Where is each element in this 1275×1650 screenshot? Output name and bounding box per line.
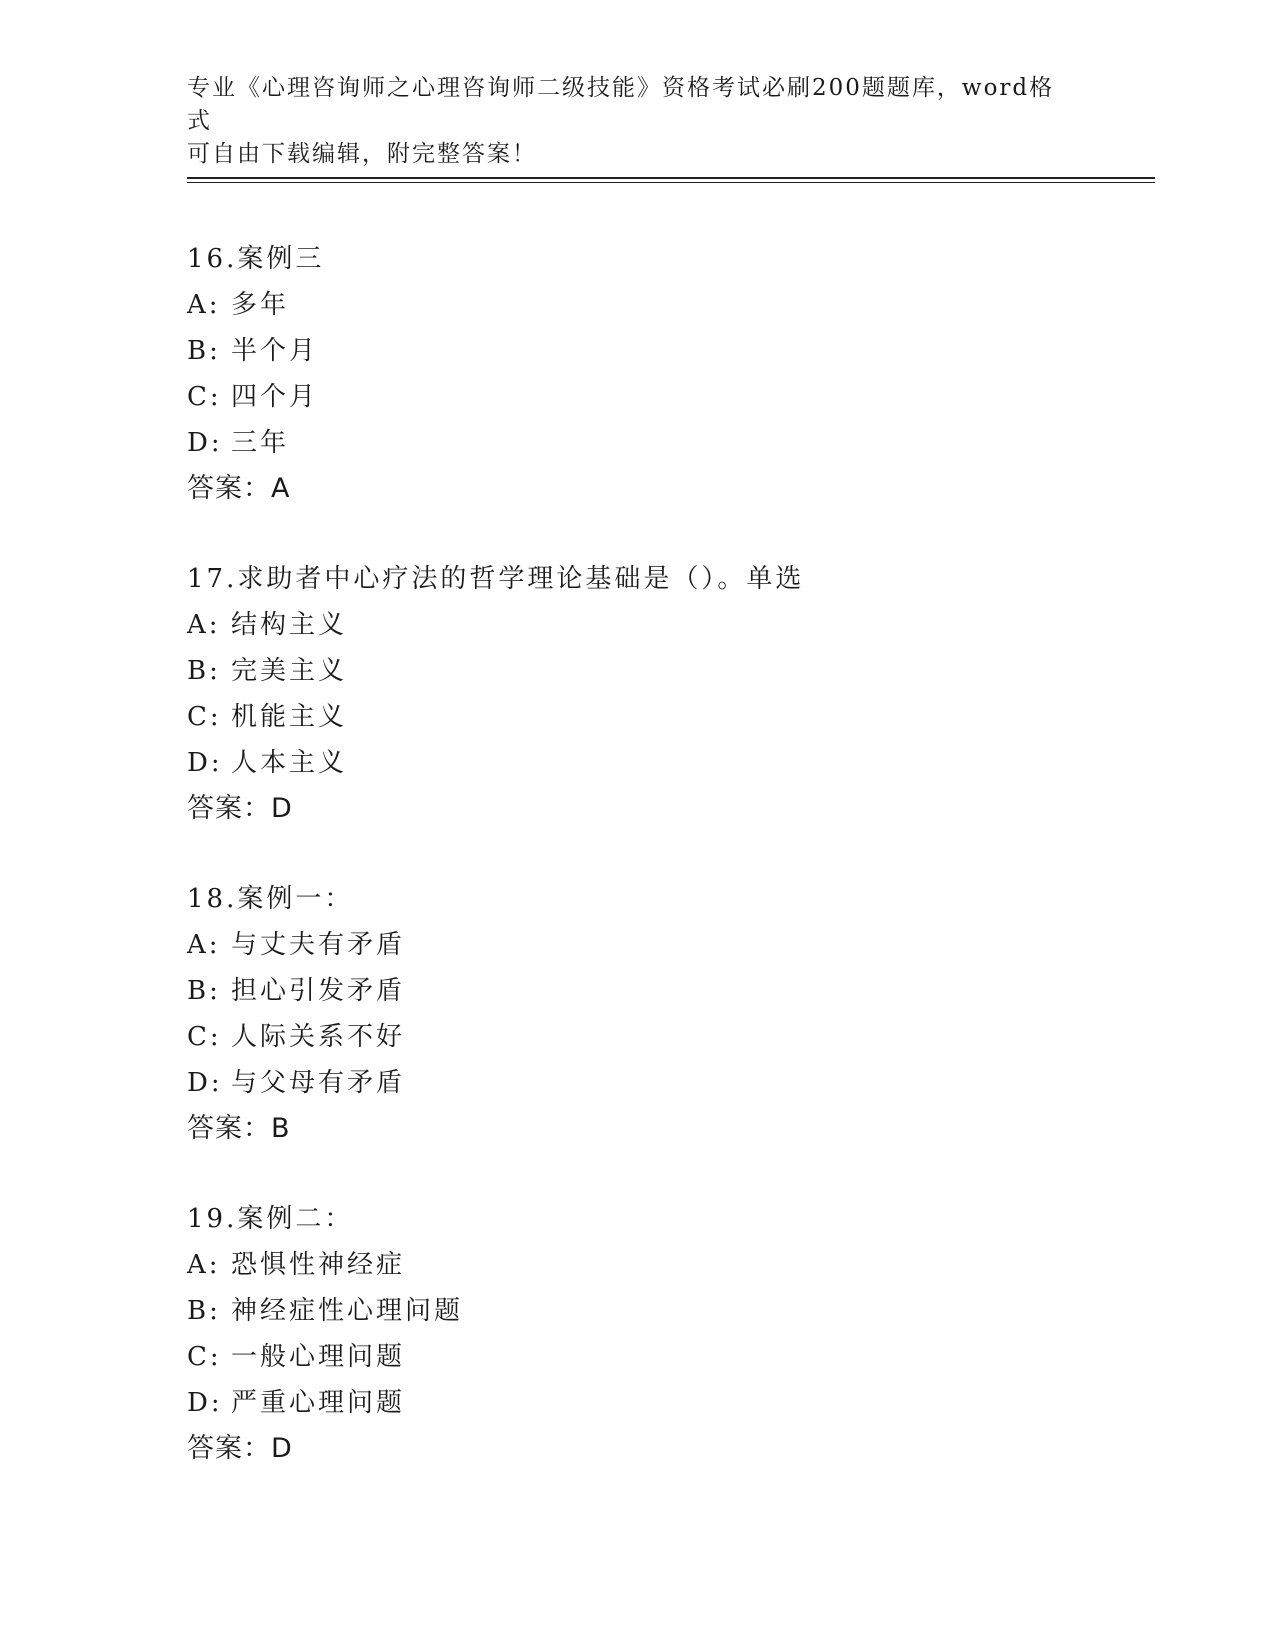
option-key: A: (187, 610, 221, 640)
option-a (187, 602, 1147, 648)
option-a (187, 1242, 1147, 1288)
option-key: B: (187, 1296, 221, 1326)
option-d (187, 1380, 1147, 1426)
option-key: C: (187, 382, 222, 412)
option-c (187, 1014, 1147, 1060)
option-key: B: (187, 656, 221, 686)
option-key: C: (187, 702, 222, 732)
question-stem: 16.案例三 (187, 244, 325, 274)
option-text: 结构主义 (231, 610, 348, 640)
question-19 (187, 1196, 1147, 1516)
option-d (187, 740, 1147, 786)
question-list (187, 236, 1147, 1516)
answer-line: 答案：B (187, 1113, 291, 1144)
option-b (187, 1288, 1147, 1334)
option-text: 完美主义 (231, 656, 348, 686)
document-header (187, 72, 1067, 171)
question-18 (187, 876, 1147, 1196)
option-text: 神经症性心理问题 (231, 1296, 464, 1326)
question-17 (187, 556, 1147, 876)
option-b (187, 648, 1147, 694)
option-key: B: (187, 336, 221, 366)
option-key: D: (187, 1388, 223, 1418)
option-key: C: (187, 1342, 222, 1372)
option-key: C: (187, 1022, 222, 1052)
answer-line: 答案：D (187, 1433, 293, 1464)
option-key: A: (187, 1250, 221, 1280)
option-c (187, 374, 1147, 420)
answer-line: 答案：D (187, 793, 293, 824)
answer-line: 答案：A (187, 473, 291, 504)
option-text: 恐惧性神经症 (231, 1250, 406, 1280)
option-text: 机能主义 (231, 702, 348, 732)
question-stem: 19.案例二： (187, 1204, 354, 1234)
header-divider (187, 177, 1155, 183)
question-stem: 17.求助者中心疗法的哲学理论基础是（）。单选 (187, 564, 805, 594)
option-d (187, 420, 1147, 466)
header-line-2: 可自由下载编辑，附完整答案！ (187, 141, 537, 167)
option-text: 半个月 (231, 336, 319, 366)
option-key: D: (187, 428, 223, 458)
option-c (187, 1334, 1147, 1380)
option-text: 担心引发矛盾 (231, 976, 406, 1006)
option-b (187, 328, 1147, 374)
option-key: A: (187, 290, 221, 320)
option-key: D: (187, 1068, 223, 1098)
question-16 (187, 236, 1147, 556)
option-text: 四个月 (231, 382, 319, 412)
option-a (187, 922, 1147, 968)
option-key: D: (187, 748, 223, 778)
option-a (187, 282, 1147, 328)
question-stem: 18.案例一： (187, 884, 354, 914)
option-text: 与父母有矛盾 (231, 1068, 406, 1098)
option-d (187, 1060, 1147, 1106)
option-text: 一般心理问题 (231, 1342, 406, 1372)
option-key: B: (187, 976, 221, 1006)
option-text: 人际关系不好 (231, 1022, 406, 1052)
option-c (187, 694, 1147, 740)
header-line-1: 专业《心理咨询师之心理咨询师二级技能》资格考试必刷200题题库，word格式 (187, 75, 1055, 134)
option-text: 与丈夫有矛盾 (231, 930, 406, 960)
option-text: 严重心理问题 (231, 1388, 406, 1418)
option-text: 三年 (231, 428, 290, 458)
option-text: 多年 (231, 290, 290, 320)
option-key: A: (187, 930, 221, 960)
option-text: 人本主义 (231, 748, 348, 778)
option-b (187, 968, 1147, 1014)
